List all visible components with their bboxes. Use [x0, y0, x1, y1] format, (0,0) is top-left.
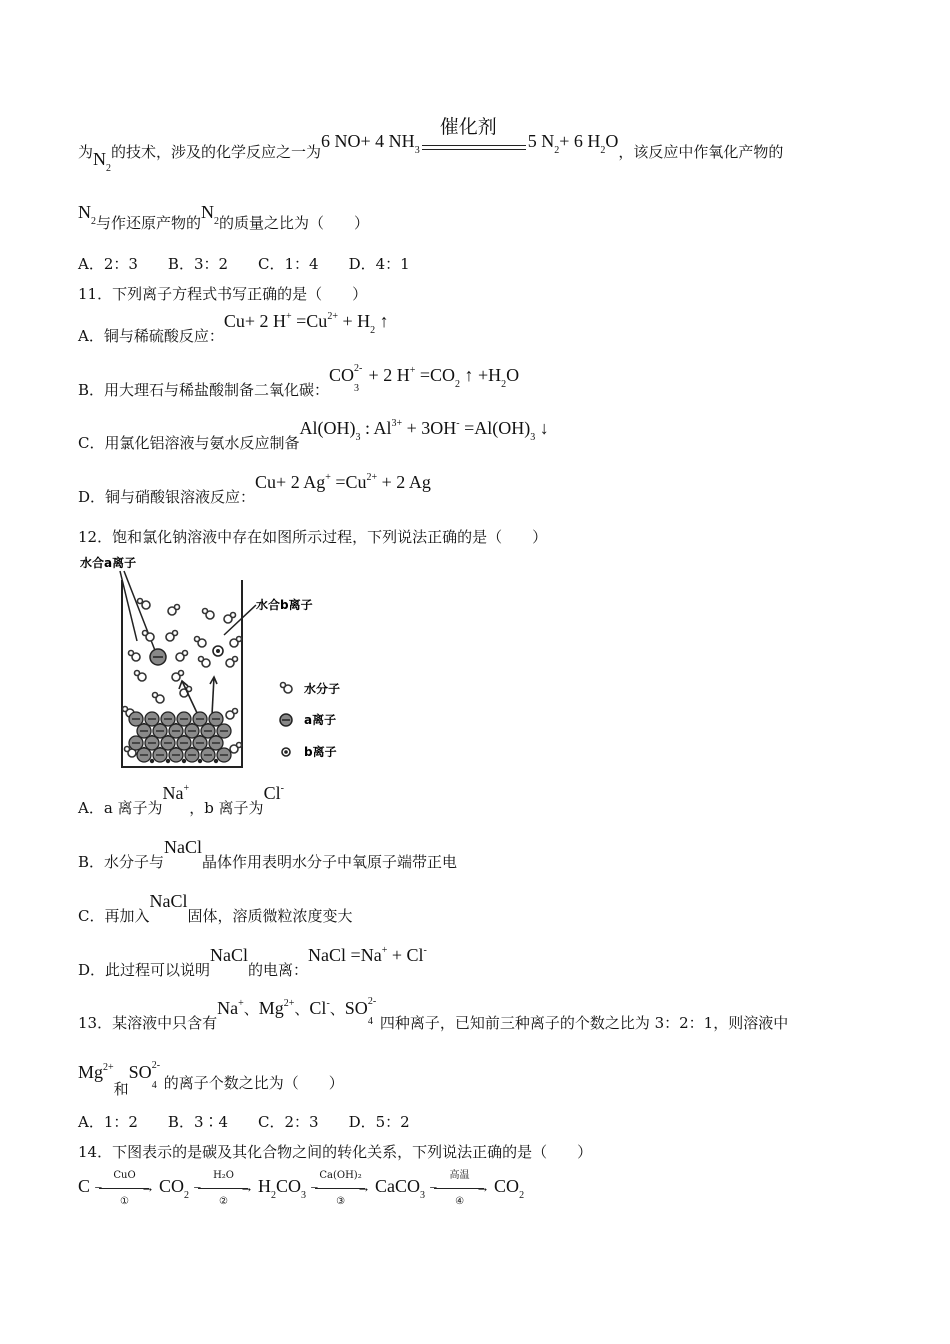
hydrated-b-ion [213, 646, 223, 656]
q14-stem: 14．下图表示的是碳及其化合物之间的转化关系，下列说法正确的是（ ） [78, 1143, 593, 1161]
equation-left: 6 NO+ 4 $NH_3$ [321, 131, 420, 156]
crystal-b-ion [198, 759, 202, 763]
mg-ion: $Mg^{2+}$ [78, 1062, 114, 1082]
q14-reaction-chain [78, 1169, 525, 1207]
label-hydrated-a: 水合a离子 [80, 556, 137, 570]
crystal-b-ion [182, 759, 186, 763]
q11-option-a: A．铜与稀硫酸反应：Cu+ 2 $H^+ =Cu^{2+} + H_2$ ↑ [78, 311, 389, 345]
arrow-3: − Ca(OH)₂ → ③ [310, 1169, 371, 1207]
co2: $CO_2$ [159, 1176, 190, 1201]
arrow-1: − CuO → ① [94, 1169, 155, 1207]
nacl-crystal [129, 712, 231, 763]
n2-formula: $N_2$ [93, 149, 112, 174]
q13-options: A．1：2 B．3∶4 C．2：3 D．5：2 [78, 1113, 410, 1131]
legend-b-icon [282, 748, 290, 756]
nacl-formula-c: NaCl [149, 891, 188, 911]
ionization-equation: NaCl =Na+ + Cl- [308, 945, 427, 965]
nacl-formula-d: NaCl [210, 945, 249, 965]
nacl-formula-b: NaCl [164, 837, 203, 857]
q13-ion-list: Na+、$Mg^{2+}$、Cl-、SO 2- 4 [217, 996, 377, 1027]
q10-options: A．2：3 B．3：2 C．1：4 D．4：1 [78, 255, 410, 273]
crystal-b-ion [166, 759, 170, 763]
q12-option-b: B．水分子与NaCl晶体作用表明水分子中氧原子端带正电 [78, 837, 458, 871]
q12-stem: 12．饱和氯化钠溶液中存在如图所示过程，下列说法正确的是（ ） [78, 528, 548, 546]
so4-ion: SO 2- 4 [128, 1060, 161, 1091]
crystal-b-ion [150, 759, 154, 763]
q11-option-c: C．用氯化铝溶液与氨水反应制备$Al(OH)_3$ : $Al^{3+} + 3OH^- =Al(OH)_3$ ↓ [78, 418, 549, 452]
legend-water [281, 683, 293, 694]
q11-c-equation: $Al(OH)_3$ : $Al^{3+} + 3OH^- =Al(OH)_3$ ↓ [299, 418, 549, 443]
dissolution-diagram [80, 553, 360, 773]
equation-right: 5 $N_2+ 6$ $H_2O$ [527, 131, 619, 156]
catalyst-label: 催化剂 [439, 116, 497, 138]
q10-line1: 为$N_2$的技术，涉及的化学反应之一为6 NO+ 4 $NH_3$ 催化剂 5 $N_2+ 6$ $H_2O$，该反应中作氧化产物的 [78, 116, 784, 174]
q11-option-b: B．用大理石与稀盐酸制备二氧化碳：CO 2- 3 + 2 $H^+ =CO_2$ ↑ $+H_2O$ [78, 363, 520, 399]
q13-stem: 13．某溶液中只含有Na+、$Mg^{2+}$、Cl-、SO 2- 4 四种离子，已知前三种离子的个数之比为 3：2：1，则溶液中 [78, 996, 789, 1032]
q12-option-c: C．再加入NaCl固体，溶质微粒浓度变大 [78, 891, 353, 925]
n2-formula-3: $N_2$ [201, 202, 220, 227]
arrow-4: − 高温 → ④ [429, 1169, 490, 1207]
legend-b-label: b离子 [304, 745, 337, 759]
na-ion: Na+ [162, 783, 190, 803]
crystal-b-ion [214, 759, 218, 763]
n2-formula-2: $N_2$ [78, 202, 96, 227]
q12-option-d: D．此过程可以说明NaCl的电离：NaCl =Na+ + Cl- [78, 945, 427, 979]
h2co3: $H_2CO_3$ [258, 1176, 307, 1201]
caco3: CaCO$_3$ [375, 1176, 426, 1201]
q13-line2: $Mg^{2+}$和SO 2- 4 的离子个数之比为（ ） [78, 1060, 344, 1098]
carbon: C [78, 1176, 91, 1196]
legend-water-label: 水分子 [304, 682, 341, 696]
arrow-2: − H₂O → ② [193, 1169, 254, 1207]
q11-a-equation: Cu+ 2 $H^+ =Cu^{2+} + H_2$ ↑ [223, 311, 389, 336]
q11-option-d: D．铜与硝酸银溶液反应：Cu+ 2 $Ag^+ =Cu^{2+} + 2$ Ag [78, 472, 431, 506]
q12-option-a: A．a 离子为Na+，b 离子为Cl- [78, 783, 284, 817]
label-hydrated-b: 水合b离子 [256, 598, 313, 612]
legend-a-icon [280, 714, 292, 726]
catalyst-equals [422, 116, 526, 163]
co2-end: $CO_2$ [494, 1176, 525, 1201]
cl-ion: Cl- [263, 783, 284, 803]
legend-a-label: a离子 [304, 713, 337, 727]
q11-stem: 11．下列离子方程式书写正确的是（ ） [78, 285, 368, 303]
q11-b-equation: CO 2- 3 + 2 $H^+ =CO_2$ ↑ $+H_2O$ [329, 363, 520, 394]
q11-d-equation: Cu+ 2 $Ag^+ =Cu^{2+} + 2$ Ag [255, 472, 431, 492]
hydrated-a-ion [150, 649, 166, 665]
q10-line2: $N_2$与作还原产物的$N_2$的质量之比为（ ） [78, 202, 370, 232]
